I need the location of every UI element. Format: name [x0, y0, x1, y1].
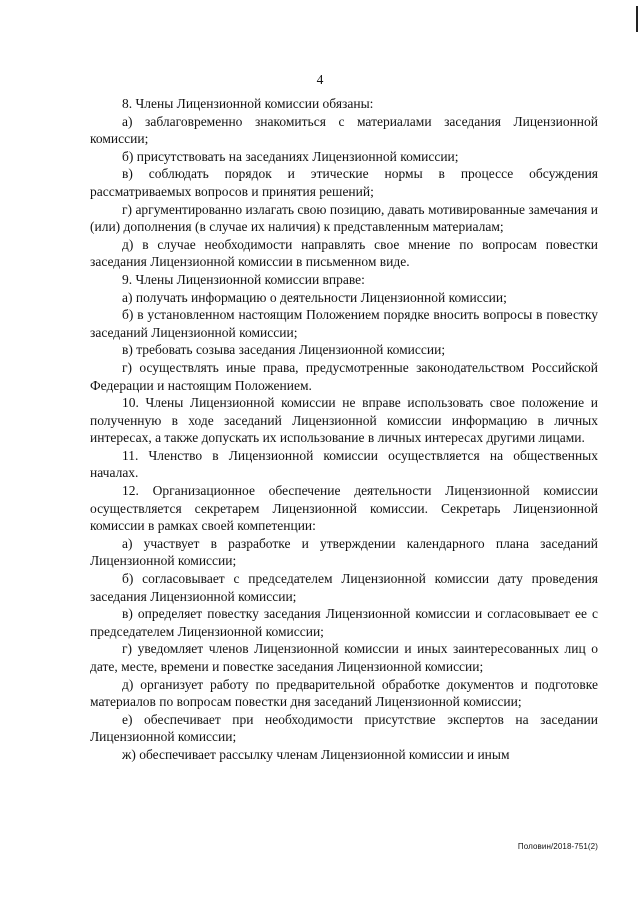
paragraph: г) уведомляет членов Лицензионной комиссии и иных заинтересованных лиц о дате, месте, времени и повестке заседания Лицензионной комиссии;: [90, 641, 598, 674]
paragraph: в) соблюдать порядок и этические нормы в процессе обсуждения рассматриваемых вопросов и принятия решений;: [90, 166, 598, 199]
paragraph: 10. Члены Лицензионной комиссии не вправе использовать свое положение и полученную в ходе заседаний Лицензионной комиссии информацию в личных интересах, а также допускать их использование в личных интересах другими лицами.: [90, 395, 598, 446]
paragraph: г) аргументированно излагать свою позицию, давать мотивированные замечания и (или) дополнения (в случае их наличия) к представленным материалам;: [90, 201, 598, 235]
paragraph: ж) обеспечивает рассылку членам Лицензионной комиссии и иным: [122, 746, 510, 762]
paragraph: 11. Членство в Лицензионной комиссии осуществляется на общественных началах.: [90, 447, 598, 481]
paragraph: 12. Организационное обеспечение деятельности Лицензионной комиссии осуществляется секретарем Лицензионной комиссии. Секретарь Лицензионной комиссии в рамках своей компетенции:: [90, 483, 598, 534]
page-number: 4: [316, 72, 324, 87]
document-body: [90, 95, 598, 764]
paragraph: 9. Члены Лицензионной комиссии вправе:: [122, 271, 365, 287]
paragraph: е) обеспечивает при необходимости присутствие экспертов на заседании Лицензионной комиссии;: [90, 711, 598, 745]
paragraph: б) согласовывает с председателем Лицензионной комиссии дату проведения заседания Лицензионной комиссии;: [90, 571, 598, 604]
paragraph: г) осуществлять иные права, предусмотренные законодательством Российской Федерации и настоящим Положением.: [90, 359, 598, 393]
paragraph: в) требовать созыва заседания Лицензионной комиссии;: [122, 342, 446, 358]
paragraph: в) определяет повестку заседания Лицензионной комиссии и согласовывает ее с председателем Лицензионной комиссии;: [90, 606, 598, 639]
paragraph: б) присутствовать на заседаниях Лицензионной комиссии;: [122, 148, 459, 164]
paragraph: а) участвует в разработке и утверждении календарного плана заседаний Лицензионной комиссии;: [90, 535, 598, 569]
document-code: Половин/2018-751(2): [517, 842, 598, 851]
paragraph: д) организует работу по предварительной обработке документов и подготовке материалов по вопросам повестки дня заседаний Лицензионной комиссии;: [90, 676, 598, 710]
scan-edge-mark: [636, 6, 638, 32]
paragraph: б) в установленном настоящим Положением порядке вносить вопросы в повестку заседаний Лицензионной комиссии;: [90, 307, 598, 340]
paragraph: а) заблаговременно знакомиться с материалами заседания Лицензионной комиссии;: [90, 113, 598, 147]
paragraph: д) в случае необходимости направлять свое мнение по вопросам повестки заседания Лицензионной комиссии в письменном виде.: [90, 236, 598, 270]
paragraph: 8. Члены Лицензионной комиссии обязаны:: [122, 96, 374, 111]
paragraph: а) получать информацию о деятельности Лицензионной комиссии;: [122, 289, 507, 305]
